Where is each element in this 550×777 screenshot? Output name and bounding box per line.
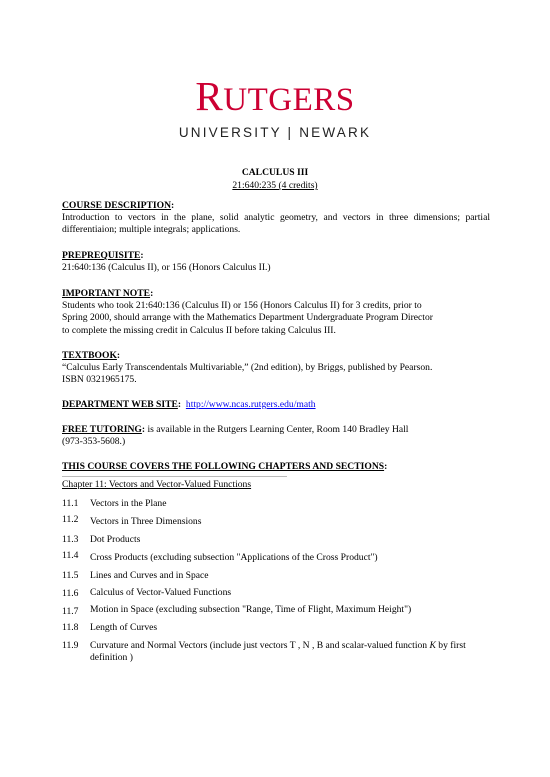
section-number: 11.9 [62,640,79,651]
textbook-line-1: “Calculus Early Transcendentals Multivariable,” (2nd edition), by Briggs, published by Pearson. [62,362,433,374]
note-heading: IMPORTANT NOTE [62,288,151,299]
description-heading: COURSE DESCRIPTION [62,200,172,211]
section-title-part: by first [435,640,466,651]
rutgers-logo [0,74,550,122]
tutoring-line-1: is available in the Rutgers Learning Center, Room 140 Bradley Hall [145,424,409,435]
textbook-line-2: ISBN 0321965175. [62,374,137,386]
website-section: DEPARTMENT WEB SITE: http://www.ncas.rutgers.edu/math [62,399,316,410]
section-number: 11.1 [62,498,79,509]
chapter-divider [62,476,287,477]
section-title: Calculus of Vector-Valued Functions [90,587,232,598]
coverage-section: THIS COURSE COVERS THE FOLLOWING CHAPTERS AND SECTIONS: [62,461,388,472]
prerequisite-text: 21:640:136 (Calculus II), or 156 (Honors Calculus II.) [62,262,271,274]
prerequisite-heading: PREPREQUISITE [62,250,141,261]
note-line-3: to complete the missing credit in Calculus II before taking Calculus III. [62,324,336,336]
tutoring-section: FREE TUTORING: is available in the Rutgers Learning Center, Room 140 Bradley Hall (973-353-5608.) [62,424,490,448]
section-number: 11.3 [62,534,79,545]
section-title: Cross Products (excluding subsection "Applications of the Cross Product") [90,552,378,563]
note-line-2: Spring 2000, should arrange with the Mathematics Department Undergraduate Program Director [62,312,433,324]
section-number: 11.5 [62,570,79,581]
tutoring-line-2: (973-353-5608.) [62,436,126,448]
section-title-continuation: definition ) [90,652,133,663]
section-title: Length of Curves [90,622,158,633]
section-title [90,640,520,664]
course-code: 21:640:235 (4 credits) [232,180,318,191]
textbook-heading: TEXTBOOK [62,350,117,361]
scalar-function-k: K [429,640,436,651]
section-title-part: Curvature and Normal Vectors (include just vectors T , N , B and scalar-valued function [90,640,430,651]
important-note-section: IMPORTANT NOTE: Students who took 21:640:136 (Calculus II) or 156 (Honors Calculus II) for 3 credits, prior to Spring 2000, should arrange with the Mathematics Department Undergraduate Program Director to complete the missing credit in Calculus II before taking Calculus III. [62,288,490,337]
section-number: 11.7 [62,606,79,617]
section-title: Vectors in the Plane [90,498,167,509]
section-title: Lines and Curves and in Space [90,570,209,581]
prerequisite-section: PREPREQUISITE: 21:640:136 (Calculus II), or 156 (Honors Calculus II.) [62,250,490,274]
textbook-section: TEXTBOOK: “Calculus Early Transcendentals Multivariable,” (2nd edition), by Briggs, published by Pearson. ISBN 0321965175. [62,350,490,387]
section-title: Motion in Space (excluding subsection "Range, Time of Flight, Maximum Height") [90,604,412,615]
logo-initial: R [195,73,224,119]
logo-wordmark-rest: UTGERS [223,82,355,118]
section-title: Vectors in Three Dimensions [90,516,202,527]
department-website-link[interactable]: http://www.ncas.rutgers.edu/math [185,399,316,410]
section-number: 11.4 [62,550,79,561]
coverage-heading: THIS COURSE COVERS THE FOLLOWING CHAPTERS AND SECTIONS [62,461,385,472]
logo-subtitle: UNIVERSITY | NEWARK [178,125,372,140]
chapter-title: Chapter 11: Vectors and Vector-Valued Functions [62,479,252,490]
tutoring-heading: FREE TUTORING [62,424,142,435]
note-line-1: Students who took 21:640:136 (Calculus II) or 156 (Honors Calculus II) for 3 credits, prior to [62,300,422,312]
chapter-title-row [62,479,490,491]
section-number: 11.2 [62,514,79,525]
course-description-section: COURSE DESCRIPTION: Introduction to vectors in the plane, solid analytic geometry, and vectors in three dimensions; partial differentiaion; multiple integrals; applications. [62,200,490,236]
section-number: 11.8 [62,622,79,633]
description-text: Introduction to vectors in the plane, solid analytic geometry, and vectors in three dimensions; partial differentiaion; multiple integrals; applications. [62,212,490,236]
section-title: Dot Products [90,534,141,545]
website-heading: DEPARTMENT WEB SITE [62,399,178,410]
course-title: CALCULUS III [241,167,309,178]
section-number: 11.6 [62,588,79,599]
